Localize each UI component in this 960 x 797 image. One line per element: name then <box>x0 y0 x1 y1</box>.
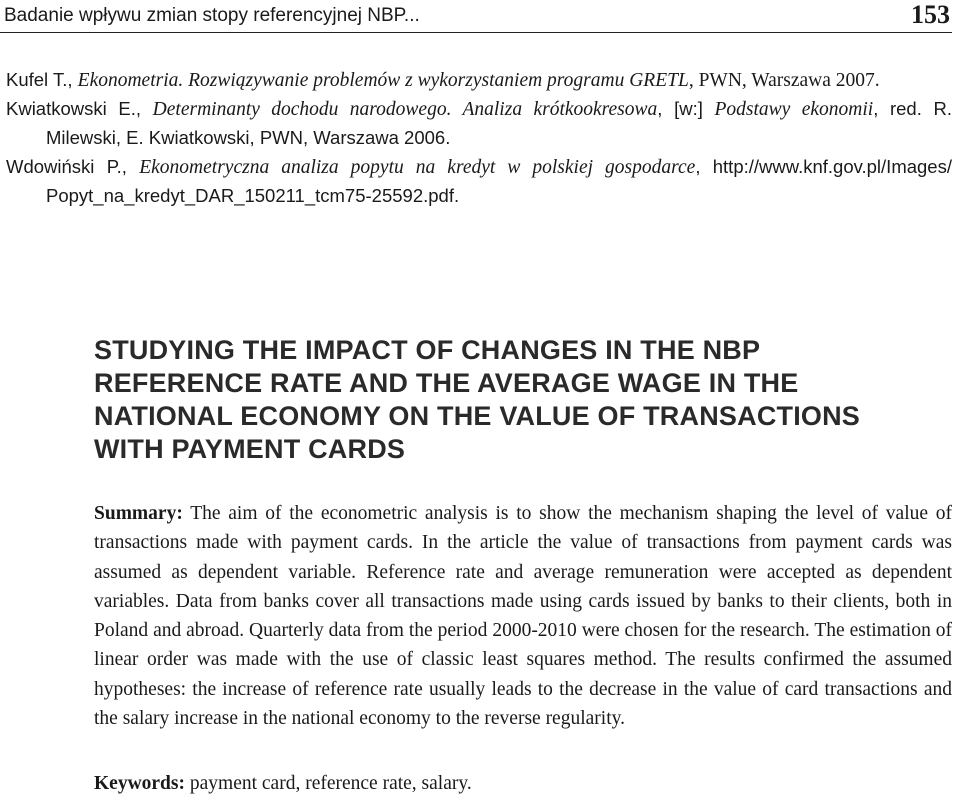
reference-publisher: , PWN, Warszawa 2007. <box>688 70 880 91</box>
reference-publisher: , red. R. Milewski, E. Kwiatkowski, PWN, Warszawa 2006. <box>46 98 952 148</box>
title-line: WITH PAYMENT CARDS <box>94 434 406 464</box>
reference-item <box>6 95 952 153</box>
reference-book-title: Podstawy ekonomii <box>714 99 874 120</box>
reference-item <box>6 66 952 95</box>
keywords-text: payment card, reference rate, salary. <box>185 773 472 794</box>
summary-label: Summary: <box>94 503 183 524</box>
reference-separator: , <box>67 69 78 90</box>
reference-author: Wdowiński P. <box>6 156 122 177</box>
keywords-paragraph <box>94 771 952 797</box>
reference-list <box>6 66 952 211</box>
title-line: REFERENCE RATE AND THE AVERAGE WAGE IN THE <box>94 368 799 398</box>
summary-text: The aim of the econometric analysis is to show the mechanism shaping the level of value of transactions made with payment cards. In the article the value of transactions from payment cards was assumed as dependent variable. Reference rate and average remuneration were accepted as dependent variables. Data from banks cover all transactions made using cards issued by banks to their clients, both in Poland and abroad. Quarterly data from the period 2000-2010 were chosen for the research. The estimation of linear order was made with the use of classic least squares method. The results confirmed the assumed hypotheses: the increase of reference rate usually leads to the decrease in the value of card transactions and the salary increase in the national economy to the reverse regularity. <box>94 503 952 730</box>
keywords-label: Keywords: <box>94 773 185 794</box>
running-title: Badanie wpływu zmian stopy referencyjnej NBP... <box>4 5 420 26</box>
reference-author: Kufel T. <box>6 69 68 90</box>
reference-separator: , <box>135 98 153 119</box>
page-number: 153 <box>911 0 950 29</box>
summary-paragraph <box>94 499 952 733</box>
page-header <box>0 2 952 33</box>
reference-in: , [w:] <box>657 98 715 119</box>
article-title <box>94 334 894 466</box>
reference-author: Kwiatkowski E. <box>6 98 136 119</box>
title-line: NATIONAL ECONOMY ON THE VALUE OF TRANSACTIONS <box>94 401 861 431</box>
reference-item <box>6 153 952 211</box>
title-line: STUDYING THE IMPACT OF CHANGES IN THE NBP <box>94 335 761 365</box>
reference-title: Determinanty dochodu narodowego. Analiza krótkookresowa <box>152 99 658 120</box>
reference-title: Ekonometryczna analiza popytu na kredyt w polskiej gospodarce <box>139 157 696 178</box>
reference-separator: , <box>121 156 140 177</box>
reference-url: , http://www.knf.gov.pl/Images/ Popyt_na_kredyt_DAR_150211_tcm75-25592.pdf. <box>46 156 952 206</box>
reference-title: Ekonometria. Rozwiązywanie problemów z wykorzystaniem programu GRETL <box>77 70 689 91</box>
